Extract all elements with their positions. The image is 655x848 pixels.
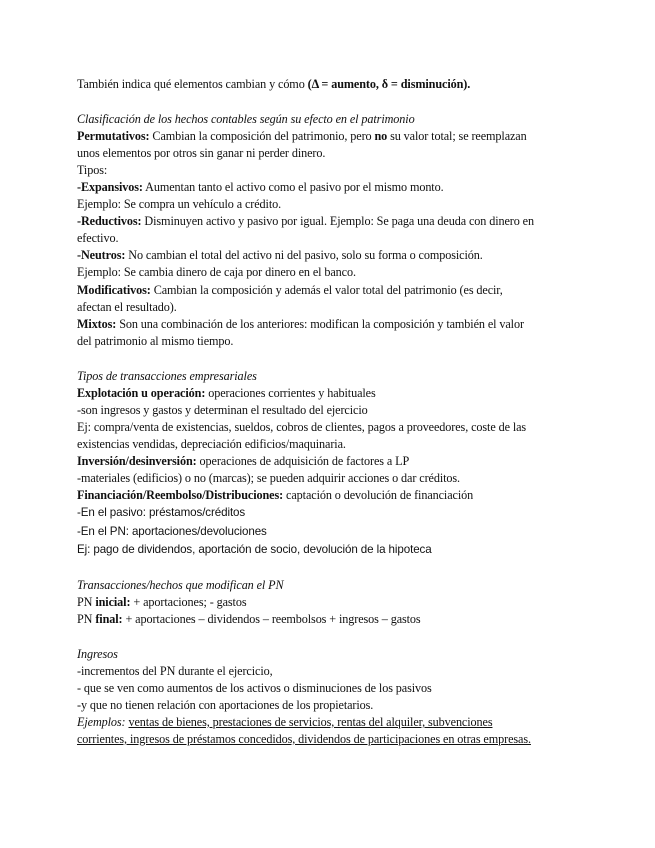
pn-inicial-text: + aportaciones; - gastos xyxy=(130,595,247,609)
reductivos-label: Reductivos: xyxy=(80,214,142,228)
permutativos-text: Cambian la composición del patrimonio, pero xyxy=(149,129,375,143)
explotacion-example-1: Ej: compra/venta de existencias, sueldos, cobros de clientes, pagos a proveedores, coste de las xyxy=(77,420,527,434)
pn-final-prefix: PN xyxy=(77,612,96,626)
intro-text: También indica qué elementos cambian y cómo xyxy=(77,77,308,91)
ingresos-examples-label: Ejemplos: xyxy=(77,715,126,729)
neutros-example: Ejemplo: Se cambia dinero de caja por dinero en el banco. xyxy=(77,265,356,279)
pn-inicial-label: inicial: xyxy=(95,595,131,609)
expansivos-example: Ejemplo: Se compra un vehículo a crédito. xyxy=(77,197,282,211)
explotacion-line xyxy=(77,385,376,401)
financiacion-label: Financiación/Reembolso/Distribuciones: xyxy=(77,488,284,502)
mixtos-label: Mixtos: xyxy=(77,317,117,331)
section-heading-clasificacion: Clasificación de los hechos contables según su efecto en el patrimonio xyxy=(77,112,415,126)
pn-inicial-line xyxy=(77,594,246,610)
inversion-line xyxy=(77,453,409,469)
section-heading-ingresos: Ingresos xyxy=(77,647,118,661)
financiacion-line-3: -En el PN: aportaciones/devoluciones xyxy=(77,525,267,538)
explotacion-label: Explotación u operación: xyxy=(77,386,206,400)
neutros-line xyxy=(77,247,483,263)
inversion-text: operaciones de adquisición de factores a LP xyxy=(196,454,410,468)
permutativos-text-2: su valor total; se reemplazan xyxy=(387,129,527,143)
financiacion-text: captación o devolución de financiación xyxy=(283,488,474,502)
ingresos-examples-line-2: corrientes, ingresos de préstamos concedidos, dividendos de participaciones en otras empresas. xyxy=(77,732,531,746)
permutativos-line xyxy=(77,128,527,144)
mixtos-text: Son una combinación de los anteriores: modifican la composición y también el valor xyxy=(116,317,524,331)
expansivos-dash: - xyxy=(77,180,81,194)
neutros-label: Neutros: xyxy=(80,248,126,262)
pn-final-line xyxy=(77,611,421,627)
financiacion-line-2: -En el pasivo: préstamos/créditos xyxy=(77,506,246,519)
neutros-dash: - xyxy=(77,248,81,262)
pn-inicial-prefix: PN xyxy=(77,595,96,609)
intro-line xyxy=(77,76,470,92)
section-heading-transacciones: Tipos de transacciones empresariales xyxy=(77,369,257,383)
explotacion-line-2: -son ingresos y gastos y determinan el resultado del ejercicio xyxy=(77,403,368,417)
permutativos-line-2: unos elementos por otros sin ganar ni perder dinero. xyxy=(77,146,326,160)
section-heading-pn: Transacciones/hechos que modifican el PN xyxy=(77,578,284,592)
modificativos-label: Modificativos: xyxy=(77,283,151,297)
financiacion-example: Ej: pago de dividendos, aportación de socio, devolución de la hipoteca xyxy=(77,543,432,556)
tipos-label: Tipos: xyxy=(77,163,108,177)
mixtos-line xyxy=(77,316,524,332)
permutativos-no: no xyxy=(374,129,388,143)
ingresos-examples-text: ventas de bienes, prestaciones de servicios, rentas del alquiler, subvenciones xyxy=(128,715,493,729)
expansivos-text: Aumentan tanto el activo como el pasivo por el mismo monto. xyxy=(142,180,444,194)
ingresos-line-2: - que se ven como aumentos de los activos o disminuciones de los pasivos xyxy=(77,681,432,695)
pn-final-label: final: xyxy=(95,612,123,626)
pn-final-text: + aportaciones – dividendos – reembolsos + ingresos – gastos xyxy=(122,612,421,626)
explotacion-example-2: existencias vendidas, depreciación edificios/maquinaria. xyxy=(77,437,346,451)
financiacion-line xyxy=(77,487,473,503)
modificativos-line-2: afectan el resultado). xyxy=(77,300,177,314)
permutativos-label: Permutativos: xyxy=(77,129,150,143)
inversion-line-2: -materiales (edificios) o no (marcas); se pueden adquirir acciones o dar créditos. xyxy=(77,471,460,485)
ingresos-line-3: -y que no tienen relación con aportaciones de los propietarios. xyxy=(77,698,374,712)
inversion-label: Inversión/desinversión: xyxy=(77,454,197,468)
reductivos-dash: - xyxy=(77,214,81,228)
reductivos-line xyxy=(77,213,534,229)
modificativos-line xyxy=(77,282,503,298)
ingresos-line-1: -incrementos del PN durante el ejercicio, xyxy=(77,664,273,678)
explotacion-text: operaciones corrientes y habituales xyxy=(205,386,376,400)
expansivos-line xyxy=(77,179,444,195)
mixtos-line-2: del patrimonio al mismo tiempo. xyxy=(77,334,234,348)
modificativos-text: Cambian la composición y además el valor total del patrimonio (es decir, xyxy=(150,283,503,297)
expansivos-label: Expansivos: xyxy=(80,180,143,194)
intro-legend: (Δ = aumento, δ = disminución). xyxy=(307,77,471,91)
reductivos-text: Disminuyen activo y pasivo por igual. Ejemplo: Se paga una deuda con dinero en xyxy=(141,214,534,228)
ingresos-examples-line xyxy=(77,714,492,730)
neutros-text: No cambian el total del activo ni del pasivo, solo su forma o composición. xyxy=(125,248,483,262)
reductivos-line-2: efectivo. xyxy=(77,231,119,245)
